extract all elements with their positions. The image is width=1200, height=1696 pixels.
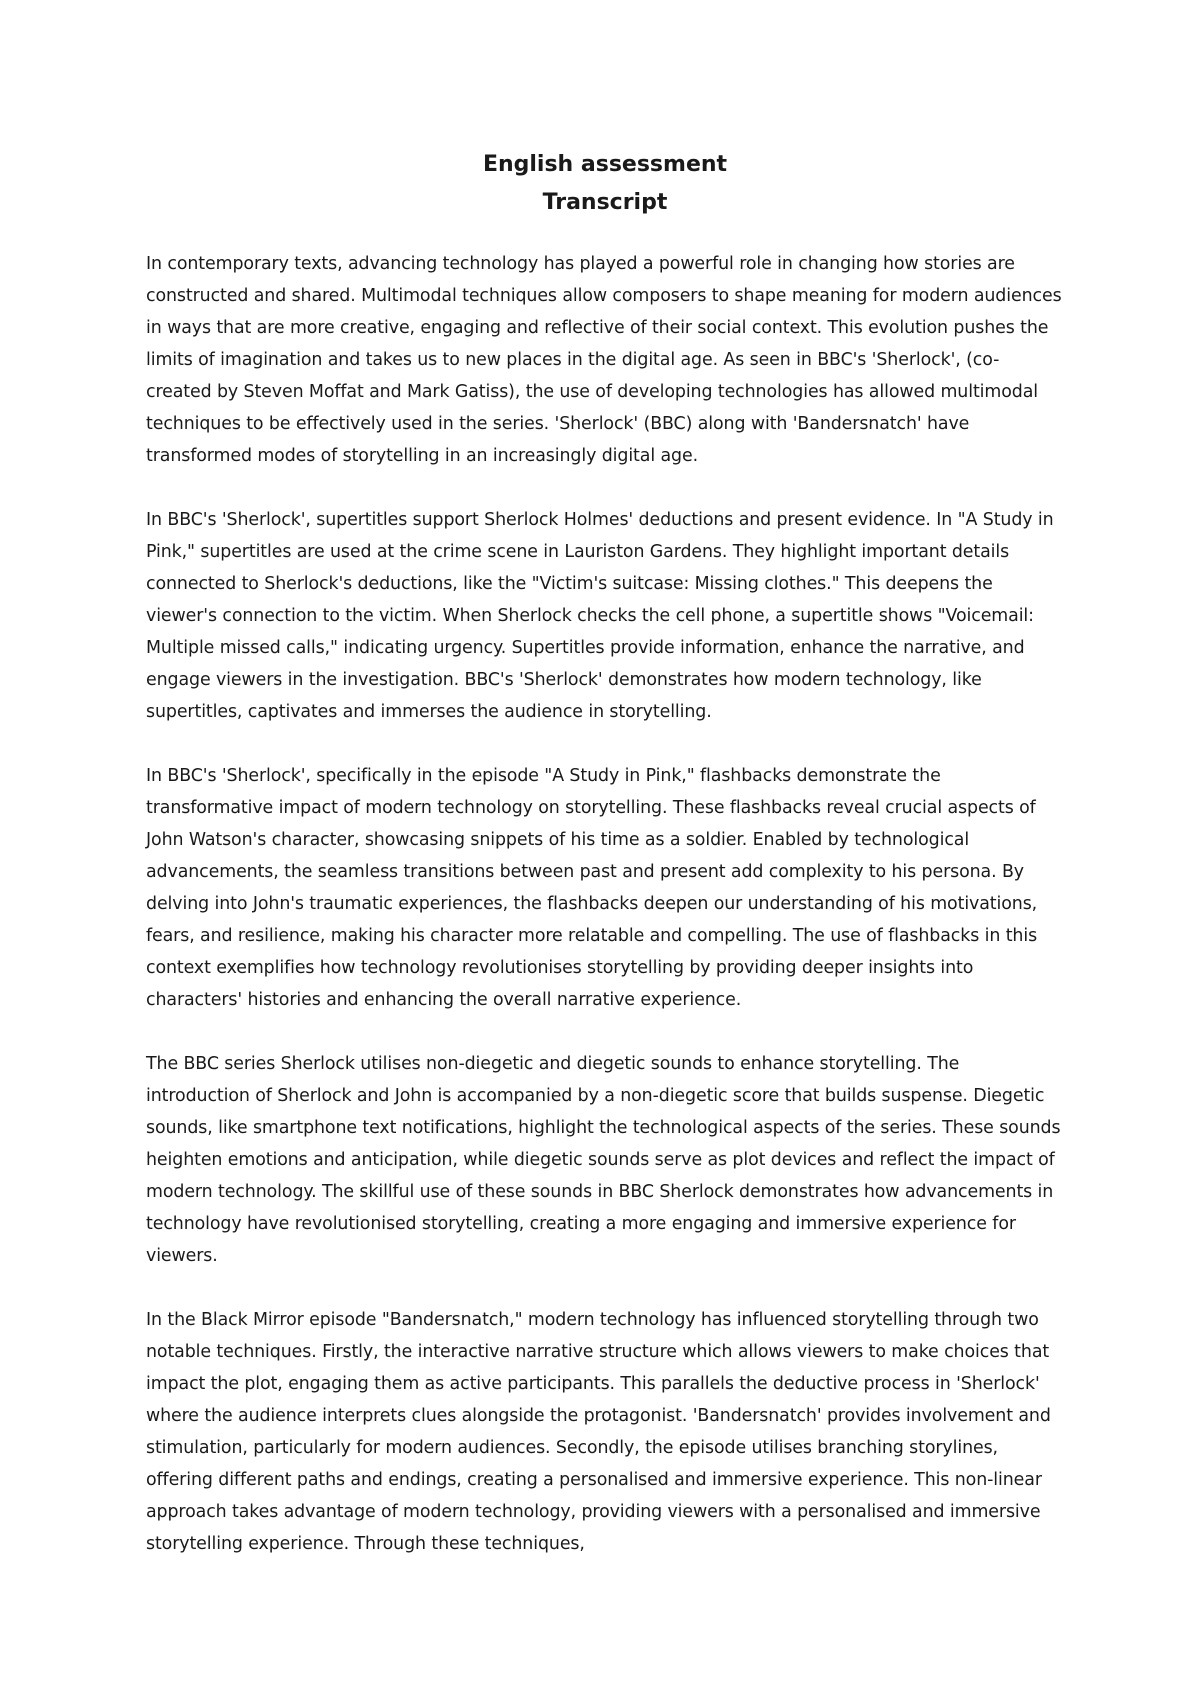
paragraph-flashbacks: In BBC's 'Sherlock', specifically in the episode "A Study in Pink," flashbacks demonstrate the transformative impact of modern technology on storytelling. These flashbacks reveal crucial aspects of John Watson's character, showcasing snippets of his time as a soldier. Enabled by technological advancements, the seamless transitions between past and present add complexity to his persona. By delving into John's traumatic experiences, the flashbacks deepen our understanding of his motivations, fears, and resilience, making his character more relatable and compelling. The use of flashbacks in this context exemplifies how technology revolutionises storytelling by providing deeper insights into characters' histories and enhancing the overall narrative experience. (146, 766, 1038, 1010)
document-subtitle: Transcript (542, 190, 668, 215)
title-block (146, 146, 1064, 222)
paragraph-bandersnatch: In the Black Mirror episode "Bandersnatch," modern technology has influenced storytelling through two notable techniques. Firstly, the interactive narrative structure which allows viewers to make choices that impact the plot, engaging them as active participants. This parallels the deductive process in 'Sherlock' where the audience interprets clues alongside the protagonist. 'Bandersnatch' provides involvement and stimulation, particularly for modern audiences. Secondly, the episode utilises branching storylines, offering different paths and endings, creating a personalised and immersive experience. This non-linear approach takes advantage of modern technology, providing viewers with a personalised and immersive storytelling experience. Through these techniques, (146, 1310, 1051, 1554)
paragraph-introduction: In contemporary texts, advancing technology has played a powerful role in changing how stories are constructed and shared. Multimodal techniques allow composers to shape meaning for modern audiences in ways that are more creative, engaging and reflective of their social context. This evolution pushes the limits of imagination and takes us to new places in the digital age. As seen in BBC's 'Sherlock', (co-created by Steven Moffat and Mark Gatiss), the use of developing technologies has allowed multimodal techniques to be effectively used in the series. 'Sherlock' (BBC) along with 'Bandersnatch' have transformed modes of storytelling in an increasingly digital age. (146, 254, 1062, 466)
paragraph-sound: The BBC series Sherlock utilises non-diegetic and diegetic sounds to enhance storytelling. The introduction of Sherlock and John is accompanied by a non-diegetic score that builds suspense. Diegetic sounds, like smartphone text notifications, highlight the technological aspects of the series. These sounds heighten emotions and anticipation, while diegetic sounds serve as plot devices and reflect the impact of modern technology. The skillful use of these sounds in BBC Sherlock demonstrates how advancements in technology have revolutionised storytelling, creating a more engaging and immersive experience for viewers. (146, 1054, 1061, 1266)
document-title: English assessment (482, 152, 728, 177)
paragraph-supertitles: In BBC's 'Sherlock', supertitles support Sherlock Holmes' deductions and present evidence. In "A Study in Pink," supertitles are used at the crime scene in Lauriston Gardens. They highlight important details connected to Sherlock's deductions, like the "Victim's suitcase: Missing clothes." This deepens the viewer's connection to the victim. When Sherlock checks the cell phone, a supertitle shows "Voicemail: Multiple missed calls," indicating urgency. Supertitles provide information, enhance the narrative, and engage viewers in the investigation. BBC's 'Sherlock' demonstrates how modern technology, like supertitles, captivates and immerses the audience in storytelling. (146, 510, 1054, 722)
